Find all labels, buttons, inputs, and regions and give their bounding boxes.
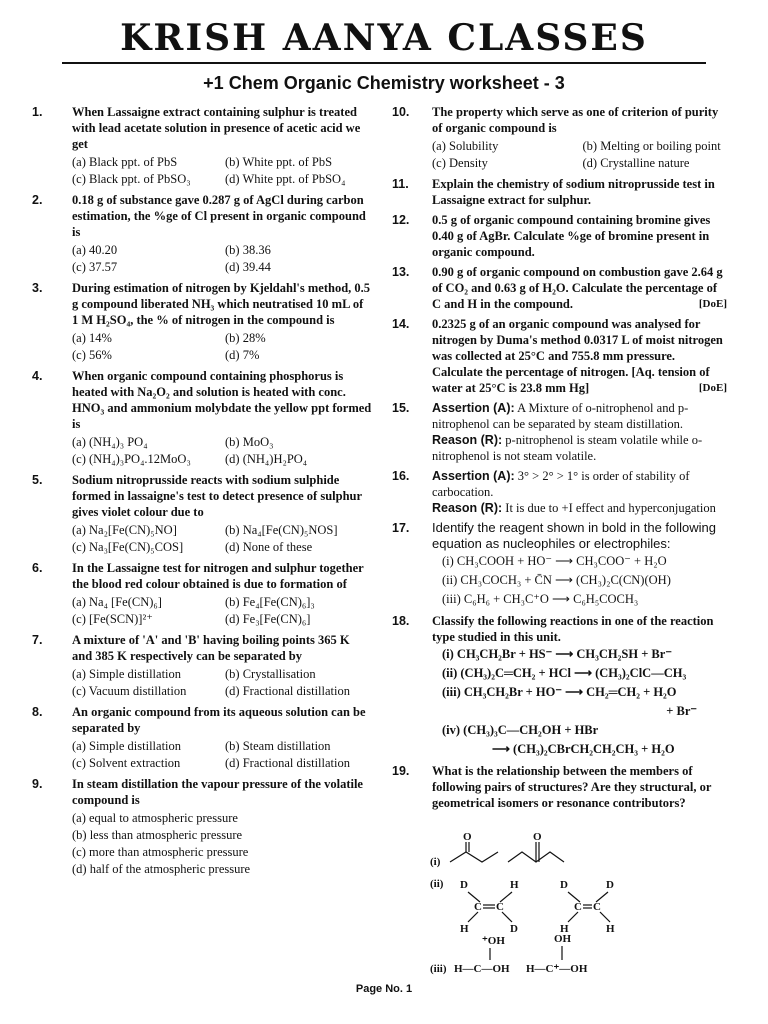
structure-iii-left: H—C—OH xyxy=(454,963,510,975)
label-iii: (iii) xyxy=(430,963,447,975)
atom-h: H xyxy=(510,879,519,891)
option: (d) (NH₄)H₂PO₄ xyxy=(225,452,308,466)
question-5: 5. Sodium nitroprusside reacts with sodium sulphide formed in lassaigne's test to detect presence of sulphur gives violet colour due to (a) Na₂[Fe(CN)₅NO] (b) Na₄[Fe(CN)₅NOS] (c) Na₃[Fe(CN)₅COS] (d) None of these xyxy=(32,472,372,556)
bond xyxy=(600,912,610,922)
question-text: 0.5 g of organic compound containing bromine gives 0.40 g of AgBr. Calculate %ge of bromine present in organic compound. xyxy=(432,213,711,259)
option: (a) Na₄ [Fe(CN)₆] xyxy=(72,595,162,609)
bond xyxy=(468,912,478,922)
question-2: 2. 0.18 g of substance gave 0.287 g of AgCl during carbon estimation, the %ge of Cl present in organic compound is (a) 40.20 (b) 38.36 (c) 37.57 (d) 39.44 xyxy=(32,192,372,276)
reason: Reason (R): It is due to +I effect and hyperconjugation xyxy=(432,501,716,515)
option: (a) Na₂[Fe(CN)₅NO] xyxy=(72,523,177,537)
reaction: (i) CH₃COOH + HO⁻ ⟶ CH₃COO⁻ + H₂O xyxy=(442,554,667,568)
header-rule xyxy=(62,62,706,64)
question-text: Explain the chemistry of sodium nitroprusside test in Lassaigne extract for sulphur. xyxy=(432,177,715,207)
option: (b) MoO₃ xyxy=(225,435,274,449)
question-13: 13. 0.90 g of organic compound on combustion gave 2.64 g of CO₂ and 0.63 g of H₂O. Calculate the percentage of C and H in the compound. [DoE] xyxy=(392,265,727,311)
left-column xyxy=(32,104,372,882)
option: (a) Simple distillation xyxy=(72,739,182,753)
question-text: In steam distillation the vapour pressure of the volatile compound is xyxy=(72,777,363,807)
label-ii: (ii) xyxy=(430,878,444,890)
question-text: 0.90 g of organic compound on combustion gave 2.64 g of CO₂ and 0.63 g of H₂O. Calculate the percentage of C and H in the compound. [DoE] xyxy=(432,265,727,311)
atom-d: D xyxy=(460,879,468,891)
question-text: Identify the reagent shown in bold in the following equation as nucleophiles or electrophiles: xyxy=(432,520,717,551)
option: (a) (NH₄)₃ PO₄ xyxy=(72,435,148,449)
option: (c) Vacuum distillation xyxy=(72,684,187,698)
question-text: When organic compound containing phosphorus is heated with Na₂O₂ and solution is heated with conc. HNO₃ and ammonium molybdate the yellow ppt formed is xyxy=(72,369,372,431)
question-7: 7. A mixture of 'A' and 'B' having boiling points 365 K and 385 K respectively can be separated by (a) Simple distillation (b) Crystallisation (c) Vacuum distillation (d) Fractional distillation xyxy=(32,632,372,700)
question-19: 19. What is the relationship between the members of following pairs of structures? Are they structural, or geometrical isomers or resonance contributors? xyxy=(392,763,727,811)
option: (d) Fractional distillation xyxy=(225,756,350,770)
option: (b) Steam distillation xyxy=(225,739,331,753)
doe-tag: [DoE] xyxy=(698,298,727,310)
atom-c: C xyxy=(593,901,601,913)
option: (d) Crystalline nature xyxy=(582,156,690,170)
option: (d) White ppt. of PbSO₄ xyxy=(225,172,346,186)
bond xyxy=(568,912,578,922)
question-6: 6. In the Lassaigne test for nitrogen and sulphur together the blood red colour obtained is due to formation of (a) Na₄ [Fe(CN)₆] (b) Fe₄[Fe(CN)₆]₃ (c) [Fe(SCN)]²⁺ (d) Fe₃[Fe(CN)₆] xyxy=(32,560,372,628)
question-text: 0.18 g of substance gave 0.287 g of AgCl during carbon estimation, the %ge of Cl present in organic compound is xyxy=(72,193,366,239)
question-text: When Lassaigne extract containing sulphur is treated with lead acetate solution in presence of acetic acid we get xyxy=(72,105,361,151)
option: (a) Black ppt. of PbS xyxy=(72,155,178,169)
header xyxy=(0,18,768,58)
option: (c) (NH₄)₃PO₄.12MoO₃ xyxy=(72,452,191,466)
reaction: (ii) (CH₃)₂C═CH₂ + HCl ⟶ (CH₃)₂ClC—CH₃ xyxy=(442,666,687,680)
question-text: In the Lassaigne test for nitrogen and sulphur together the blood red colour obtained is due to formation of xyxy=(72,561,364,591)
option: (c) Solvent extraction xyxy=(72,756,181,770)
reaction-continued: + Br⁻ xyxy=(666,704,697,718)
question-4: 4. When organic compound containing phosphorus is heated with Na₂O₂ and solution is heated with conc. HNO₃ and ammonium molybdate the yellow ppt formed is (a) (NH₄)₃ PO₄ (b) MoO₃ (c) (NH₄)₃PO₄.12MoO₃ (d) (NH₄)H₂PO₄ xyxy=(32,369,372,466)
option: (a) equal to atmospheric pressure xyxy=(72,811,238,825)
oh: OH xyxy=(554,933,572,945)
option: (b) 28% xyxy=(225,331,266,345)
atom-c: C xyxy=(474,901,482,913)
reaction: (iv) (CH₃)₃C—CH₂OH + HBr xyxy=(442,723,599,737)
option: (c) 37.57 xyxy=(72,260,118,274)
option: (b) Fe₄[Fe(CN)₆]₃ xyxy=(225,595,315,609)
reaction-continued: ⟶ (CH₃)₂CBrCH₂CH₂CH₃ + H₂O xyxy=(492,742,675,756)
structure-iii-right: H—C⁺—OH xyxy=(526,963,588,975)
option: (d) 39.44 xyxy=(225,260,271,274)
option: (a) Solubility xyxy=(432,139,499,153)
atom-h: H xyxy=(460,923,469,935)
question-text: What is the relationship between the members of following pairs of structures? Are they structural, or geometrical isomers or resonance contributors? xyxy=(432,764,712,810)
worksheet-subtitle: +1 Chem Organic Chemistry worksheet - 3 xyxy=(203,73,565,93)
option: (c) 56% xyxy=(72,348,112,362)
atom-d: D xyxy=(510,923,518,935)
question-16: 16. Assertion (A): 3° > 2° > 1° is order of stability of carbocation. Reason (R): It is due to +I effect and hyperconjugation xyxy=(392,468,727,516)
question-text: Classify the following reactions in one of the reaction type studied in this unit. xyxy=(432,614,714,644)
option: (c) more than atmospheric pressure xyxy=(72,845,249,859)
option: (b) White ppt. of PbS xyxy=(225,155,333,169)
atom-d: D xyxy=(606,879,614,891)
option: (d) half of the atmospheric pressure xyxy=(72,862,251,876)
question-8: 8. An organic compound from its aqueous solution can be separated by (a) Simple distillation (b) Steam distillation (c) Solvent extraction (d) Fractional distillation xyxy=(32,704,372,772)
reason: Reason (R): p-nitrophenol is steam volatile while o-nitrophenol is not steam volatile. xyxy=(432,433,703,463)
question-14: 14. 0.2325 g of an organic compound was analysed for nitrogen by Duma's method 0.0317 L of moist nitrogen was collected at 25°C and 755.8 mm pressure. Calculate the percentage of nitrogen. [Aq. tension of water at 25°C is 23.8 mm Hg] [DoE] xyxy=(392,317,727,395)
question-text: An organic compound from its aqueous solution can be separated by xyxy=(72,705,366,735)
brand-title: KRISH AANYA CLASSES xyxy=(120,17,648,59)
assertion: Assertion (A): 3° > 2° > 1° is order of stability of carbocation. xyxy=(432,469,690,499)
oxygen-right: O xyxy=(533,832,542,843)
option: (a) 40.20 xyxy=(72,243,118,257)
option: (d) Fractional distillation xyxy=(225,684,350,698)
option: (d) Fe₃[Fe(CN)₆] xyxy=(225,612,311,626)
option: (b) Na₄[Fe(CN)₅NOS] xyxy=(225,523,338,537)
option: (d) None of these xyxy=(225,540,313,554)
atom-h: H xyxy=(560,923,569,935)
option: (c) Na₃[Fe(CN)₅COS] xyxy=(72,540,184,554)
question-text: 0.2325 g of an organic compound was analysed for nitrogen by Duma's method 0.0317 L of moist nitrogen was collected at 25°C and 755.8 mm pressure. Calculate the percentage of nitrogen. [Aq. tension of water at 25°C is 23.8 mm Hg] [DoE] xyxy=(432,317,727,395)
bond xyxy=(502,912,512,922)
reaction: (ii) CH₃COCH₃ + C̄N ⟶ (CH₃)₂C(CN)(OH) xyxy=(442,573,671,587)
right-column xyxy=(392,104,727,815)
question-10: 10. The property which serve as one of criterion of purity of organic compound is (a) Solubility (b) Melting or boiling point (c) Density (d) Crystalline nature xyxy=(392,104,727,172)
question-18: 18. Classify the following reactions in one of the reaction type studied in this unit. (i) CH₃CH₂Br + HS⁻ ⟶ CH₃CH₂SH + Br⁻ (ii) (CH₃)₂C═CH₂ + HCl ⟶ (CH₃)₂ClC—CH₃ (iii) CH₃CH₂Br + HO⁻ ⟶ CH₂═CH₂ + H₂O + Br⁻ (iv) (CH₃)₃C—CH₂OH + HBr ⟶ (CH₃)₂CBrCH₂CH₂CH₃ + H₂O xyxy=(392,613,727,759)
option: (b) Crystallisation xyxy=(225,667,316,681)
option: (d) 7% xyxy=(225,348,260,362)
page-number: Page No. 1 xyxy=(355,983,413,995)
assertion: Assertion (A): A Mixture of o-nitrophenol and p-nitrophenol can be separated by steam distillation. xyxy=(432,401,689,431)
atom-d: D xyxy=(560,879,568,891)
question-9: 9. In steam distillation the vapour pressure of the volatile compound is (a) equal to atmospheric pressure (b) less than atmospheric pressure (c) more than atmospheric pressure (d) half of the atmospheric pressure xyxy=(32,776,372,878)
option: (c) [Fe(SCN)]²⁺ xyxy=(72,612,153,626)
question-17: 17. Identify the reagent shown in bold in the following equation as nucleophiles or electrophiles: (i) CH₃COOH + HO⁻ ⟶ CH₃COO⁻ + H₂O (ii) CH₃COCH₃ + C̄N ⟶ (CH₃)₂C(CN)(OH) (iii) C₆H₆ + CH₃C⁺O ⟶ C₆H₅COCH₃ xyxy=(392,520,727,609)
option: (c) Black ppt. of PbSO₃ xyxy=(72,172,191,186)
question-12: 12. 0.5 g of organic compound containing bromine gives 0.40 g of AgBr. Calculate %ge of bromine present in organic compound. xyxy=(392,212,727,260)
option: (a) 14% xyxy=(72,331,112,345)
option: (b) less than atmospheric pressure xyxy=(72,828,243,842)
oh-plus: ⁺OH xyxy=(482,935,505,947)
question-text: Sodium nitroprusside reacts with sodium sulphide formed in lassaigne's test to detect presence of sulphur gives violet colour due to xyxy=(72,473,362,519)
option: (b) Melting or boiling point xyxy=(582,139,721,153)
option: (a) Simple distillation xyxy=(72,667,182,681)
option: (c) Density xyxy=(432,156,488,170)
reaction: (i) CH₃CH₂Br + HS⁻ ⟶ CH₃CH₂SH + Br⁻ xyxy=(442,647,672,661)
atom-h: H xyxy=(606,923,615,935)
question-11: 11. Explain the chemistry of sodium nitroprusside test in Lassaigne extract for sulphur. xyxy=(392,176,727,208)
doe-tag: [DoE] xyxy=(698,382,727,394)
ketone-chain-left xyxy=(450,852,498,862)
q19-structures xyxy=(430,832,730,980)
question-3: 3. During estimation of nitrogen by Kjeldahl's method, 0.5 g compound liberated NH₃ which neutratised 10 mL of 1 M H₂SO₄, the % of nitrogen in the compound is (a) 14% (b) 28% (c) 56% (d) 7% xyxy=(32,281,371,362)
atom-c: C xyxy=(496,901,504,913)
question-text: The property which serve as one of criterion of purity of organic compound is xyxy=(432,105,719,135)
question-text: A mixture of 'A' and 'B' having boiling points 365 K and 385 K respectively can be separated by xyxy=(72,633,350,663)
oxygen-left: O xyxy=(463,832,472,843)
atom-c: C xyxy=(574,901,582,913)
question-text: During estimation of nitrogen by Kjeldahl's method, 0.5 g compound liberated NH₃ which neutratised 10 mL of 1 M H₂SO₄, the % of nitrogen in the compound is xyxy=(72,281,371,327)
label-i: (i) xyxy=(430,856,441,868)
question-1: 1. When Lassaigne extract containing sulphur is treated with lead acetate solution in presence of acetic acid we get (a) Black ppt. of PbS (b) White ppt. of PbS (c) Black ppt. of PbSO₃ (d) White ppt. of PbSO₄ xyxy=(32,104,372,188)
question-15: 15. Assertion (A): A Mixture of o-nitrophenol and p-nitrophenol can be separated by steam distillation. Reason (R): p-nitrophenol is steam volatile while o-nitrophenol is not steam volatile. xyxy=(392,400,727,464)
reaction: (iii) C₆H₆ + CH₃C⁺O ⟶ C₆H₅COCH₃ xyxy=(442,592,639,606)
option: (b) 38.36 xyxy=(225,243,271,257)
reaction: (iii) CH₃CH₂Br + HO⁻ ⟶ CH₂═CH₂ + H₂O xyxy=(442,685,677,699)
